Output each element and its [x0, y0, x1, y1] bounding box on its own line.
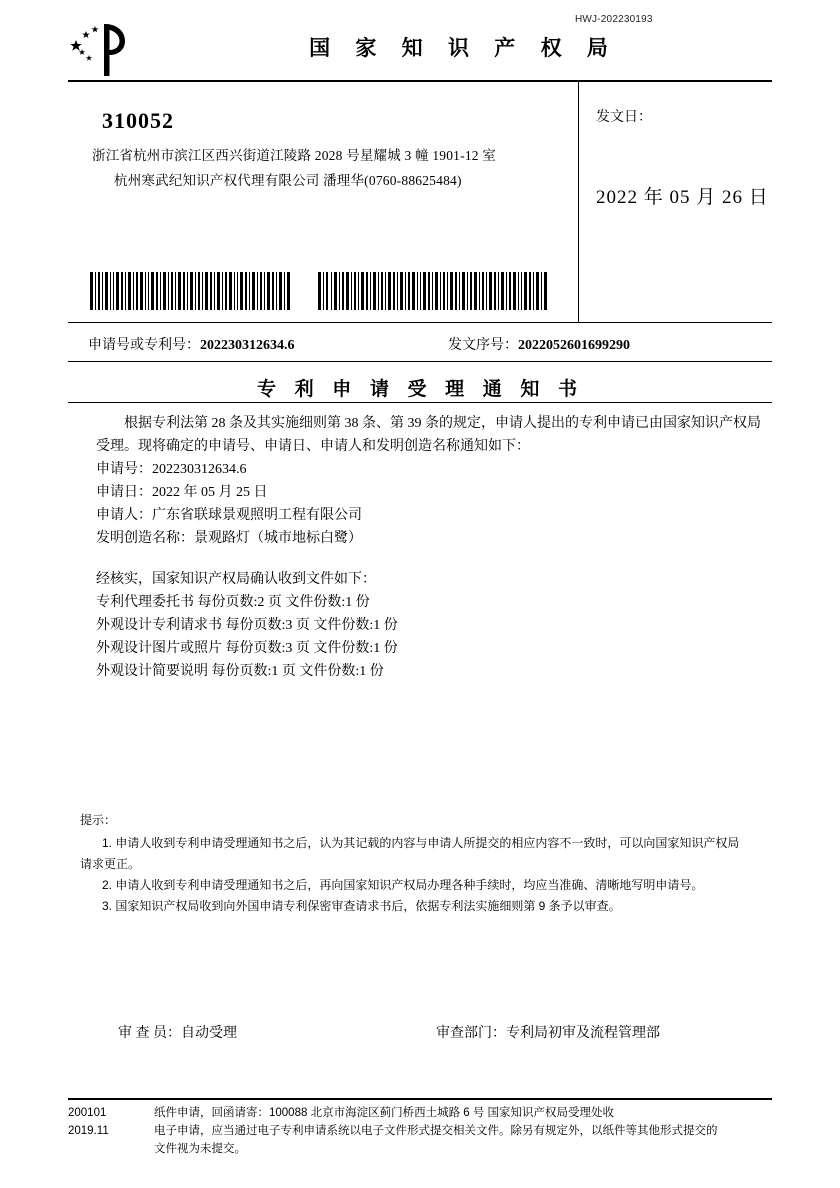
application-number-field [88, 334, 295, 354]
numbers-row-divider [68, 361, 772, 362]
tip-item-continuation: 请求更正。 [80, 857, 141, 871]
postcode: 310052 [102, 108, 174, 133]
numbers-row [68, 330, 772, 360]
document-item: 外观设计专利请求书 每份页数:3 页 文件份数:1 份 [96, 618, 398, 633]
footer-text [154, 1104, 774, 1158]
department-value: 专利局初审及流程管理部 [506, 1026, 660, 1041]
field-application-date: 申请日：2022 年 05 月 25 日 [96, 485, 268, 500]
footer-form-version: 2019.11 [68, 1125, 109, 1137]
footer-text-line-3: 文件视为未提交。 [154, 1143, 246, 1155]
documents-received-intro: 经核实，国家知识产权局确认收到文件如下： [96, 572, 376, 587]
dispatch-number-label: 发文序号： [448, 338, 518, 353]
field-application-number: 申请号：202230312634.6 [96, 462, 247, 477]
issue-date-label: 发文日： [596, 110, 652, 125]
notice-body [96, 412, 776, 683]
examiner-value: 自动受理 [181, 1026, 237, 1041]
body-intro-line-2: 受理。现将确定的申请号、申请日、申请人和发明创造名称通知如下： [96, 439, 530, 454]
body-intro-line-1: 根据专利法第 28 条及其实施细则第 38 条、第 39 条的规定，申请人提出的专利申请已由国家知识产权局 [124, 416, 761, 431]
page-title: 专 利 申 请 受 理 通 知 书 [257, 378, 583, 400]
signature-row [68, 1022, 772, 1046]
tip-item: 2. 申请人收到专利申请受理通知书之后，再向国家知识产权局办理各种手续时，均应当准确、清晰地写明申请号。 [102, 878, 704, 892]
organization-title: 国 家 知 识 产 权 局 [309, 36, 617, 60]
issue-date-value: 2022 年 05 月 26 日 [596, 187, 769, 208]
footer-divider [68, 1098, 772, 1100]
document-item: 外观设计简要说明 每份页数:1 页 文件份数:1 份 [96, 664, 384, 679]
dispatch-number-value: 2022052601699290 [518, 338, 630, 353]
address-date-vertical-divider [578, 82, 579, 322]
application-number-value: 202230312634.6 [200, 338, 295, 353]
department-label: 审查部门： [436, 1026, 506, 1041]
examiner-label: 审 查 员： [118, 1026, 181, 1041]
dispatch-number-field [448, 334, 630, 354]
footer-form-code: 200101 [68, 1107, 107, 1119]
field-invention-title: 发明创造名称：景观路灯（城市地标白鹭） [96, 531, 362, 546]
recipient-address-line-1: 浙江省杭州市滨江区西兴街道江陵路 2028 号星耀城 3 幢 1901-12 室 [92, 148, 496, 163]
barcode-application-number [90, 272, 290, 310]
recipient-address-line-2: 杭州寒武纪知识产权代理有限公司 潘理华(0760-88625484) [114, 173, 462, 188]
field-applicant: 申请人：广东省联球景观照明工程有限公司 [96, 508, 362, 523]
document-header [68, 22, 772, 78]
tips-title: 提示： [80, 813, 117, 827]
address-block-divider [68, 322, 772, 323]
tips-section [80, 810, 780, 917]
examiner-field [118, 1022, 237, 1042]
application-number-label: 申请号或专利号： [88, 338, 200, 353]
footer-text-line-2: 电子申请，应当通过电子专利申请系统以电子文件形式提交相关文件。除另有规定外，以纸件等其他形式提交的 [154, 1125, 718, 1137]
document-reference-code: HWJ-202230193 [575, 14, 653, 25]
footer-form-codes [68, 1104, 148, 1140]
barcode-dispatch-serial-number [318, 272, 548, 310]
address-date-block [68, 82, 772, 322]
department-field [436, 1022, 660, 1042]
document-item: 专利代理委托书 每份页数:2 页 文件份数:1 份 [96, 595, 370, 610]
document-item: 外观设计图片或照片 每份页数:3 页 文件份数:1 份 [96, 641, 398, 656]
footer-text-line-1: 纸件申请，回函请寄：100088 北京市海淀区蓟门桥西土城路 6 号 国家知识产权局受理处收 [154, 1107, 615, 1119]
national-emblem-icon [68, 22, 130, 78]
body-spacer [96, 550, 776, 568]
title-divider [68, 402, 772, 403]
tip-item: 1. 申请人收到专利申请受理通知书之后，认为其记载的内容与申请人所提交的相应内容不一致时，可以向国家知识产权局 [102, 836, 740, 850]
tip-item: 3. 国家知识产权局收到向外国申请专利保密审查请求书后，依据专利法实施细则第 9 条予以审查。 [102, 899, 621, 913]
